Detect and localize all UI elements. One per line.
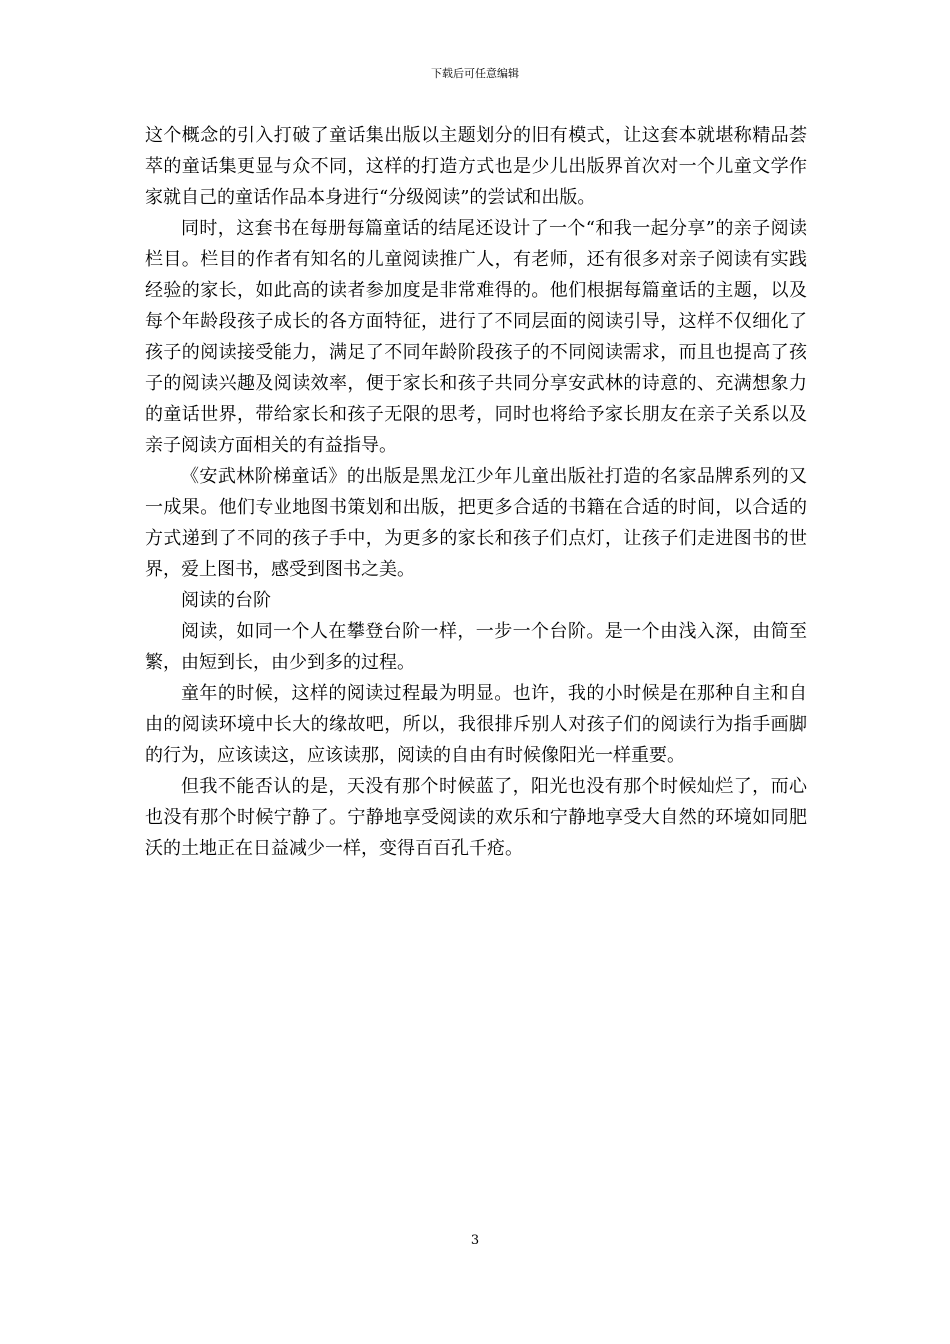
document-body [145,120,807,864]
paragraph: 这个概念的引入打破了童话集出版以主题划分的旧有模式，让这套本就堪称精品荟萃的童话集更显与众不同，这样的打造方式也是少儿出版界首次对一个儿童文学作家就自己的童话作品本身进行“分级阅读”的尝试和出版。 [145,125,807,208]
paragraph: 同时，这套书在每册每篇童话的结尾还设计了一个“和我一起分享”的亲子阅读栏目。栏目的作者有知名的儿童阅读推广人，有老师，还有很多对亲子阅读有实践经验的家长，如此高的读者参加度是非常难得的。他们根据每篇童话的主题，以及每个年龄段孩子成长的各方面特征，进行了不同层面的阅读引导，这样不仅细化了孩子的阅读接受能力，满足了不同年龄阶段孩子的不同阅读需求，而且也提高了孩子的阅读兴趣及阅读效率，便于家长和孩子共同分享安武林的诗意的、充满想象力的童话世界，带给家长和孩子无限的思考，同时也将给予家长朋友在亲子关系以及亲子阅读方面相关的有益指导。 [145,218,807,456]
paragraph: 《安武林阶梯童话》的出版是黑龙江少年儿童出版社打造的名家品牌系列的又一成果。他们专业地图书策划和出版，把更多合适的书籍在合适的时间，以合适的方式递到了不同的孩子手中，为更多的家长和孩子们点灯，让孩子们走进图书的世界，爱上图书，感受到图书之美。 [145,466,807,580]
section-heading: 阅读的台阶 [181,590,271,611]
page-header: 下载后可任意编辑 [431,67,519,80]
page-number: 3 [470,1233,480,1248]
paragraph: 阅读，如同一个人在攀登台阶一样，一步一个台阶。是一个由浅入深，由简至繁，由短到长，由少到多的过程。 [145,621,807,673]
paragraph: 但我不能否认的是，天没有那个时候蓝了，阳光也没有那个时候灿烂了，而心也没有那个时候宁静了。宁静地享受阅读的欢乐和宁静地享受大自然的环境如同肥沃的土地正在日益减少一样，变得百百孔千疮。 [145,776,807,859]
paragraph: 童年的时候，这样的阅读过程最为明显。也许，我的小时候是在那种自主和自由的阅读环境中长大的缘故吧，所以，我很排斥别人对孩子们的阅读行为指手画脚的行为，应该读这，应该读那，阅读的自由有时候像阳光一样重要。 [145,683,807,766]
